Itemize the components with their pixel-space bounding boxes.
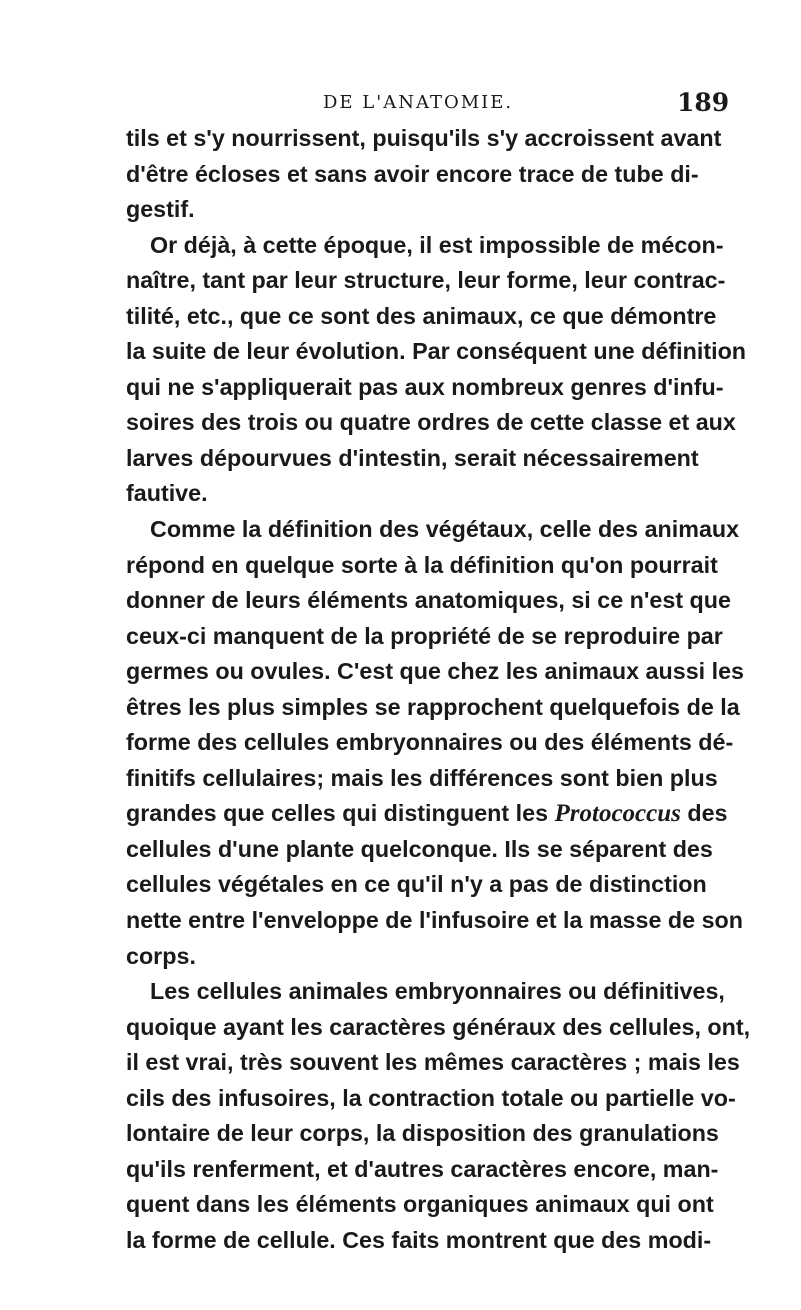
- text-line: quoique ayant les caractères généraux des cellules, ont,: [126, 1013, 751, 1040]
- text-line: cils des infusoires, la contraction totale ou partielle vo-: [126, 1084, 736, 1111]
- text-line: nette entre l'enveloppe de l'infusoire et la masse de son: [126, 907, 743, 934]
- paragraph-start-line: Les cellules animales embryonnaires ou définitives,: [150, 978, 725, 1005]
- body-text: [126, 121, 751, 1259]
- text-line: lontaire de leur corps, la disposition des granulations: [126, 1120, 719, 1147]
- text-line: cellules d'une plante quelconque. Ils se séparent des: [126, 835, 713, 862]
- italic-term: Protococcus: [554, 800, 681, 828]
- running-header: [0, 88, 801, 122]
- text-line: finitifs cellulaires; mais les différences sont bien plus: [126, 764, 718, 791]
- text-line: quent dans les éléments organiques animaux qui ont: [126, 1191, 714, 1218]
- text-line: qu'ils renferment, et d'autres caractères encore, man-: [126, 1155, 719, 1182]
- text-line: d'être écloses et sans avoir encore trace de tube di-: [126, 160, 699, 187]
- text-segment: des: [680, 800, 728, 827]
- text-line: qui ne s'appliquerait pas aux nombreux genres d'infu-: [126, 373, 724, 400]
- text-line: ceux-ci manquent de la propriété de se reproduire par: [126, 622, 723, 649]
- text-line: êtres les plus simples se rapprochent quelquefois de la: [126, 693, 740, 720]
- text-line: tils et s'y nourrissent, puisqu'ils s'y accroissent avant: [126, 125, 722, 151]
- paragraph-start-line: Or déjà, à cette époque, il est impossible de mécon-: [150, 231, 724, 258]
- paragraph-start-line: Comme la définition des végétaux, celle des animaux: [150, 516, 740, 543]
- text-line: larves dépourvues d'intestin, serait nécessairement: [126, 444, 699, 471]
- text-segment: grandes que celles qui distinguent les: [126, 800, 555, 827]
- text-line: forme des cellules embryonnaires ou des éléments dé-: [126, 729, 734, 756]
- text-line: la suite de leur évolution. Par conséquent une définition: [126, 338, 747, 365]
- text-line: fautive.: [126, 480, 208, 507]
- text-line: cellules végétales en ce qu'il n'y a pas de distinction: [126, 871, 707, 898]
- text-line: la forme de cellule. Ces faits montrent que des modi-: [126, 1226, 712, 1253]
- text-line-with-italic: [126, 796, 728, 832]
- text-line: naître, tant par leur structure, leur forme, leur contrac-: [126, 267, 726, 294]
- text-line: répond en quelque sorte à la définition qu'on pourrait: [126, 551, 718, 578]
- text-line: il est vrai, très souvent les mêmes caractères ; mais les: [126, 1049, 740, 1076]
- text-line: donner de leurs éléments anatomiques, si ce n'est que: [126, 587, 731, 614]
- page-number: 189: [677, 88, 730, 117]
- running-title: DE L'ANATOMIE.: [323, 92, 514, 113]
- text-line: germes ou ovules. C'est que chez les animaux aussi les: [126, 658, 744, 685]
- text-line: tilité, etc., que ce sont des animaux, ce que démontre: [126, 302, 717, 329]
- text-line: soires des trois ou quatre ordres de cette classe et aux: [126, 409, 736, 436]
- text-line: gestif.: [126, 196, 195, 223]
- text-line: corps.: [126, 942, 196, 969]
